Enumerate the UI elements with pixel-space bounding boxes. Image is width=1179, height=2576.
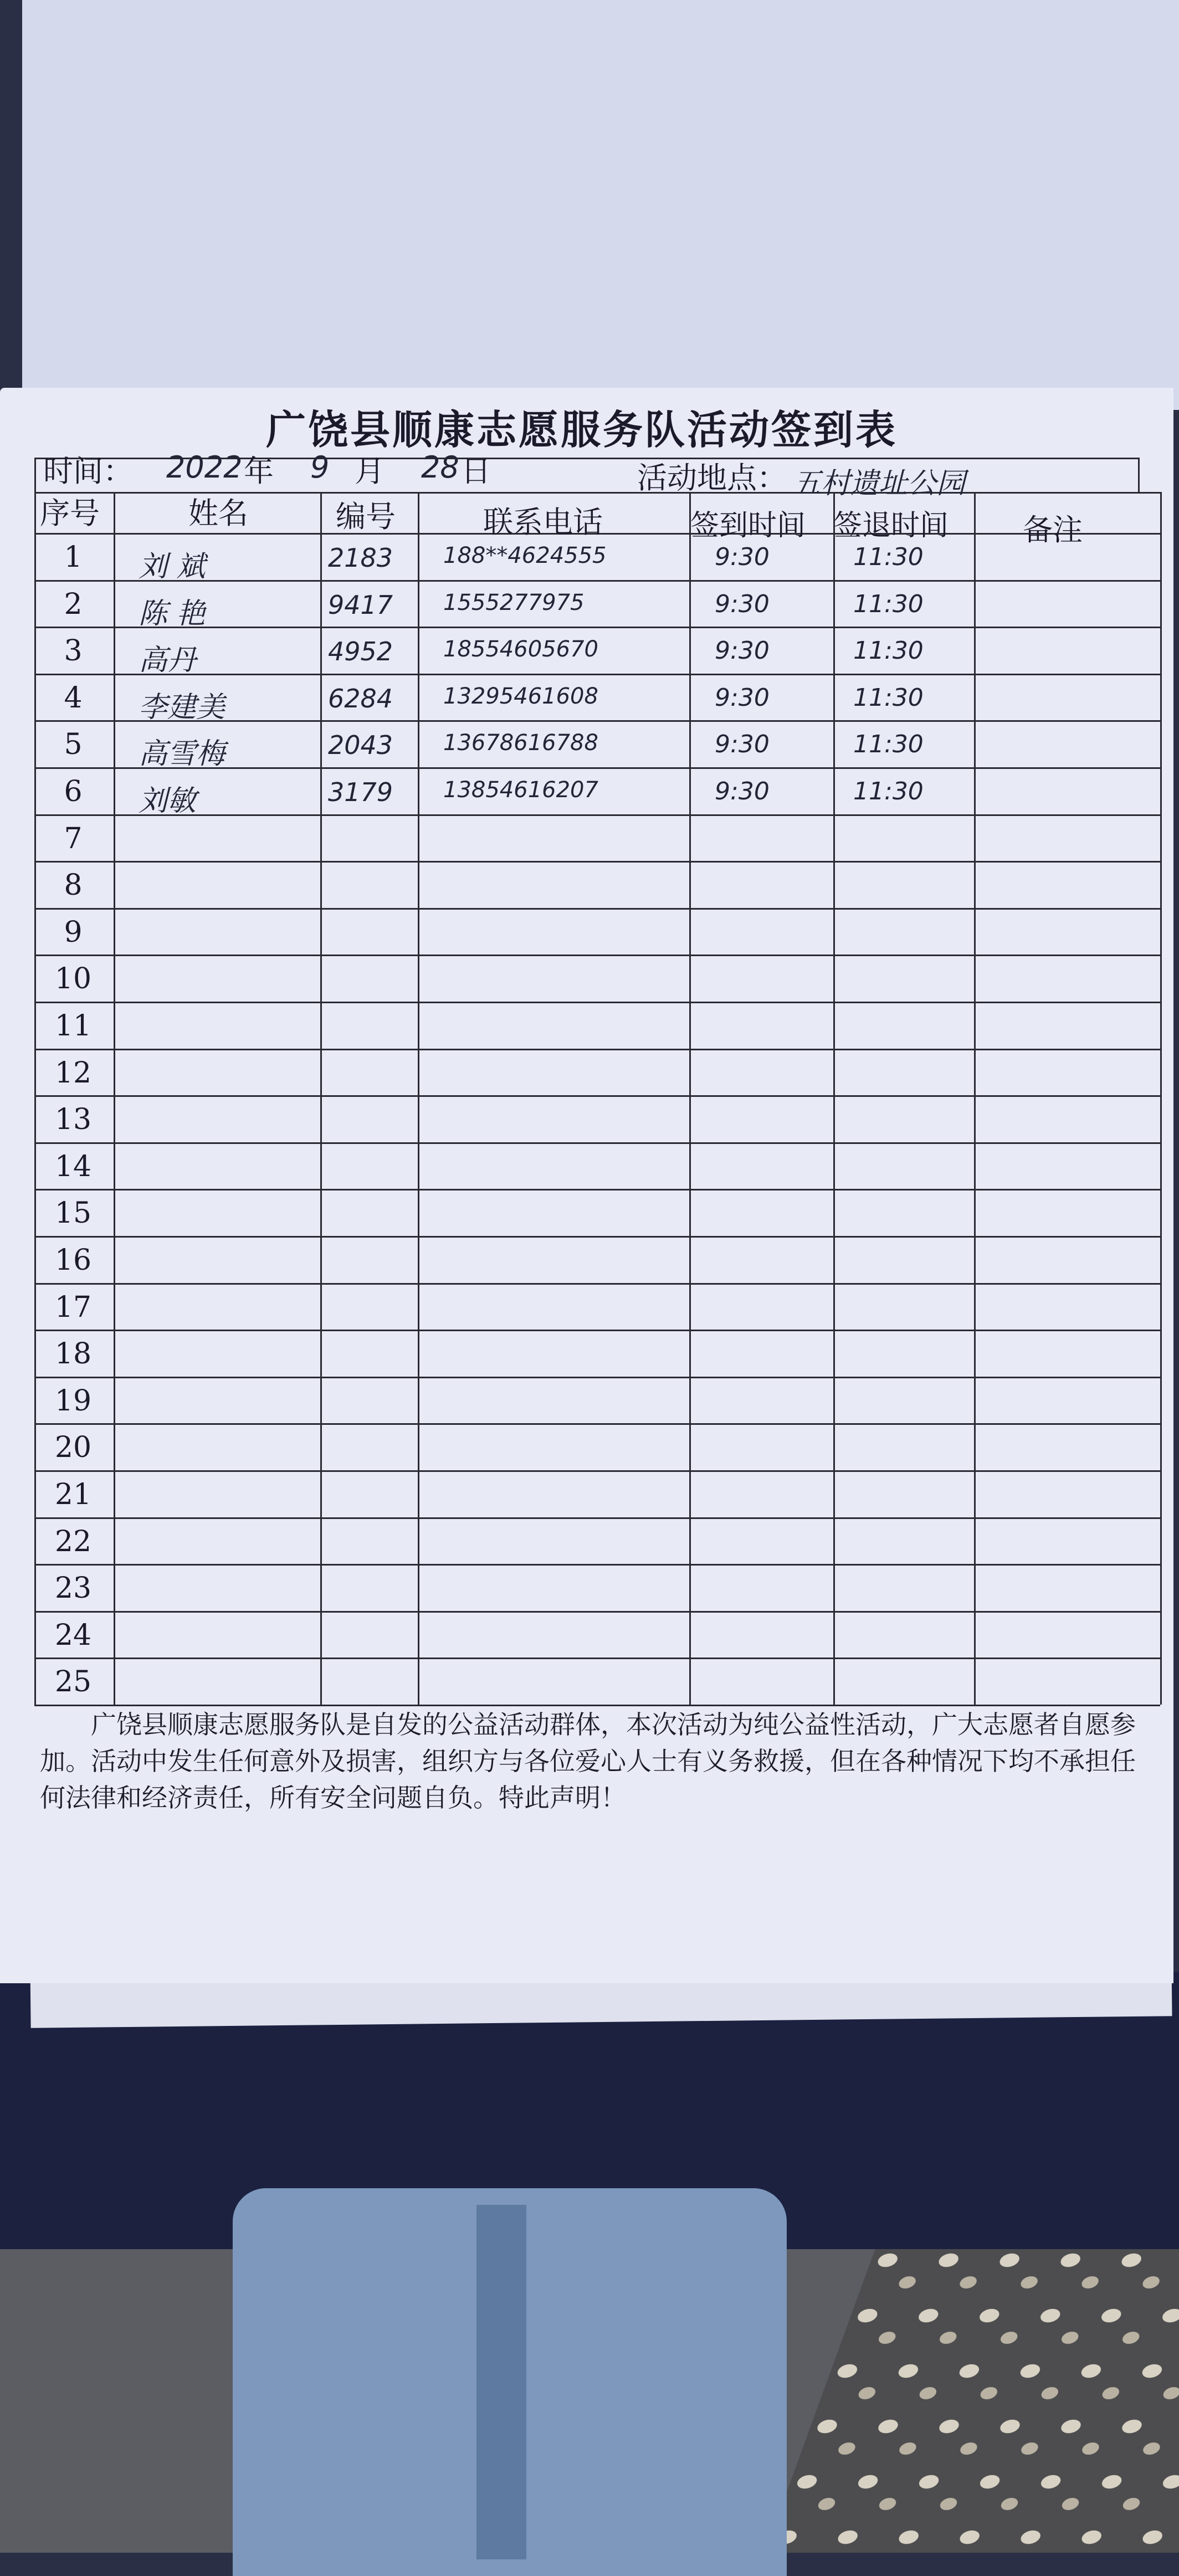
col-header-checkout: 签退时间	[833, 509, 949, 542]
row-divider	[34, 1236, 1160, 1238]
row-number: 9	[64, 915, 83, 949]
checkin-cell: 9:30	[715, 637, 770, 665]
row-divider	[34, 1377, 1160, 1378]
row-number: 14	[54, 1150, 92, 1183]
phone-cell: 18554605670	[443, 637, 598, 663]
checkout-cell: 11:30	[853, 589, 924, 618]
name-cell: 刘敏	[139, 784, 197, 818]
name-cell: 高雪梅	[139, 737, 225, 771]
id-cell: 2043	[328, 730, 393, 761]
row-number: 3	[64, 634, 83, 668]
row-number: 12	[54, 1056, 92, 1090]
location-label: 活动地点：	[637, 460, 787, 495]
month-label: 月	[355, 454, 385, 489]
name-cell: 高丹	[139, 644, 197, 678]
id-cell: 2183	[328, 543, 393, 573]
table-right-border	[1160, 492, 1162, 1705]
row-number: 18	[54, 1337, 92, 1371]
id-cell: 3179	[328, 777, 393, 807]
row-number: 2	[64, 587, 83, 621]
row-number: 8	[64, 869, 83, 902]
date-row-right-border	[1138, 458, 1140, 492]
row-divider	[34, 1142, 1160, 1144]
row-divider	[34, 1564, 1160, 1566]
row-divider	[34, 955, 1160, 956]
checkout-cell: 11:30	[853, 683, 924, 712]
checkin-cell: 9:30	[715, 543, 770, 571]
row-number: 17	[54, 1290, 92, 1324]
month-value: 9	[310, 450, 330, 485]
col-header-id: 编号	[336, 499, 396, 534]
form-title: 广饶县顺康志愿服务队活动签到表	[266, 406, 898, 453]
checkin-cell: 9:30	[715, 730, 770, 759]
row-number: 1	[64, 541, 83, 574]
col-header-name: 姓名	[188, 496, 248, 531]
year-label: 年	[244, 454, 274, 489]
row-divider	[34, 1283, 1160, 1285]
row-divider	[34, 861, 1160, 863]
row-number: 21	[54, 1478, 92, 1511]
checkout-cell: 11:30	[853, 730, 924, 759]
row-divider	[34, 1189, 1160, 1190]
phone-cell: 1555277975	[443, 589, 585, 615]
row-number: 23	[54, 1572, 92, 1605]
row-divider	[34, 1002, 1160, 1003]
row-divider	[34, 1095, 1160, 1097]
id-cell: 9417	[328, 589, 393, 620]
col-header-remarks: 备注	[1023, 512, 1083, 547]
phone-cell: 13678616788	[443, 730, 598, 756]
col-header-checkin: 签到时间	[690, 509, 806, 542]
row-number: 4	[64, 681, 83, 715]
row-number: 15	[54, 1197, 92, 1230]
row-number: 5	[64, 728, 83, 762]
phone-cell: 13295461608	[443, 683, 598, 709]
checkout-cell: 11:30	[853, 543, 924, 571]
day-label: 日	[461, 454, 491, 489]
year-value: 2022	[166, 450, 243, 485]
row-divider	[34, 674, 1160, 675]
row-number: 11	[54, 1009, 92, 1043]
row-number: 24	[54, 1618, 92, 1652]
row-number: 6	[64, 775, 83, 808]
id-cell: 4952	[328, 637, 393, 667]
row-number: 19	[54, 1384, 92, 1418]
col-header-phone: 联系电话	[483, 505, 603, 540]
row-number: 25	[54, 1665, 92, 1699]
row-divider	[34, 1049, 1160, 1050]
jeans-seam	[476, 2205, 526, 2559]
disclaimer-text: 广饶县顺康志愿服务队是自发的公益活动群体，本次活动为纯公益性活动，广大志愿者自愿参加。活动中发生任何意外及损害，组织方与各位爱心人士有义务救援，但在各种情况下均不承担任何法律和经济责任，所有安全问题自负。特此声明！	[40, 1710, 1136, 1813]
time-label: 时间：	[43, 454, 133, 489]
day-value: 28	[421, 450, 459, 485]
phone-cell: 188**4624555	[443, 543, 607, 568]
row-divider	[34, 908, 1160, 910]
row-number: 20	[54, 1431, 92, 1465]
row-divider	[34, 1611, 1160, 1613]
row-number: 16	[54, 1244, 92, 1277]
row-number: 10	[54, 962, 92, 996]
checkout-cell: 11:30	[853, 777, 924, 805]
row-divider	[34, 1658, 1160, 1659]
row-divider	[34, 1470, 1160, 1472]
location-value: 五村遗址公园	[792, 467, 966, 500]
checkin-cell: 9:30	[715, 777, 770, 805]
row-number: 7	[64, 822, 83, 855]
checkin-cell: 9:30	[715, 683, 770, 712]
row-divider	[34, 1330, 1160, 1331]
row-divider	[34, 1517, 1160, 1519]
col-header-seq: 序号	[40, 496, 100, 531]
row-number: 13	[54, 1103, 92, 1137]
phone-cell: 13854616207	[443, 777, 598, 803]
checkin-cell: 9:30	[715, 589, 770, 618]
row-number: 22	[54, 1525, 92, 1558]
checkout-cell: 11:30	[853, 637, 924, 665]
name-cell: 李建美	[139, 690, 225, 724]
row-divider	[34, 814, 1160, 816]
row-divider	[34, 1423, 1160, 1425]
folded-back-sheet	[22, 0, 1179, 410]
name-cell: 刘 斌	[139, 550, 206, 583]
name-cell: 陈 艳	[139, 597, 206, 630]
id-cell: 6284	[328, 683, 393, 714]
